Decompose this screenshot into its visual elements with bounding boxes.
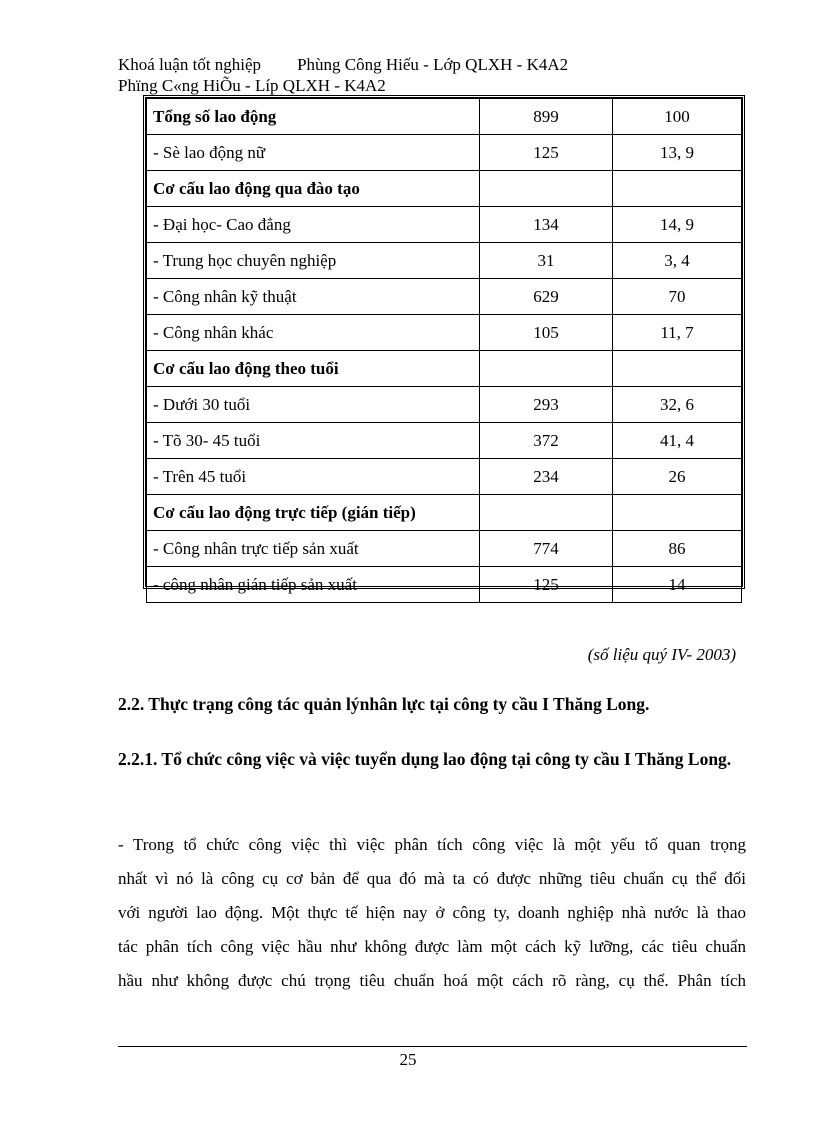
row-percent: 41, 4 xyxy=(613,423,742,459)
row-label: - Dưới 30 tuổi xyxy=(147,387,480,423)
row-count: 125 xyxy=(480,567,613,603)
row-percent: 26 xyxy=(613,459,742,495)
row-label: - Công nhân kỹ thuật xyxy=(147,279,480,315)
table-row xyxy=(147,531,742,567)
table-row xyxy=(147,279,742,315)
table-row xyxy=(147,423,742,459)
row-label: - Công nhân khác xyxy=(147,315,480,351)
row-count: 899 xyxy=(480,99,613,135)
paragraph-line: nhất vì nó là công cụ cơ bản để qua đó mà ta có được những tiêu chuẩn cụ thể đối xyxy=(118,869,746,888)
page-number: 25 xyxy=(399,1050,417,1069)
row-percent xyxy=(613,351,742,387)
row-count: 372 xyxy=(480,423,613,459)
table-row xyxy=(147,171,742,207)
row-percent: 13, 9 xyxy=(613,135,742,171)
row-label: - công nhân gián tiếp sản xuất xyxy=(147,567,480,603)
row-count xyxy=(480,495,613,531)
row-percent: 14, 9 xyxy=(613,207,742,243)
paragraph-line: hầu như không được chú trọng tiêu chuẩn hoá một cách rõ ràng, cụ thể. Phân tích xyxy=(118,971,746,990)
source-note: (số liệu quý IV- 2003) xyxy=(587,645,736,664)
table-row xyxy=(147,567,742,603)
row-percent xyxy=(613,495,742,531)
row-label: Cơ cấu lao động theo tuổi xyxy=(147,351,480,387)
table-row xyxy=(147,135,742,171)
row-percent: 70 xyxy=(613,279,742,315)
table-row xyxy=(147,387,742,423)
paragraph-line: tác phân tích công việc hầu như không được làm một cách kỹ lưỡng, các tiêu chuẩn xyxy=(118,937,746,956)
row-count: 105 xyxy=(480,315,613,351)
row-label: - Công nhân trực tiếp sản xuất xyxy=(147,531,480,567)
row-label: - Tõ 30- 45 tuổi xyxy=(147,423,480,459)
table-row xyxy=(147,495,742,531)
body-paragraph xyxy=(118,828,746,998)
row-label: - Đại học- Cao đẳng xyxy=(147,207,480,243)
running-header xyxy=(118,55,568,75)
running-header-garbled: Phïng C«ng HiÕu - Líp QLXH - K4A2 xyxy=(118,76,386,95)
section-heading-2-2: 2.2. Thực trạng công tác quản lýnhân lực tại công ty cầu I Thăng Long. xyxy=(118,694,650,714)
row-label: Tổng số lao động xyxy=(147,99,480,135)
row-count xyxy=(480,351,613,387)
header-thesis-label: Khoá luận tốt nghiệp xyxy=(118,55,262,74)
paragraph-line: với người lao động. Một thực tế hiện nay ở công ty, doanh nghiệp nhà nước là thao xyxy=(118,903,746,922)
row-count: 629 xyxy=(480,279,613,315)
table-row xyxy=(147,351,742,387)
row-count: 31 xyxy=(480,243,613,279)
row-count: 293 xyxy=(480,387,613,423)
row-label: Cơ cấu lao động trực tiếp (gián tiếp) xyxy=(147,495,480,531)
labor-structure-table xyxy=(143,95,745,594)
row-percent: 86 xyxy=(613,531,742,567)
row-count: 125 xyxy=(480,135,613,171)
row-count xyxy=(480,171,613,207)
section-heading-2-2-1: 2.2.1. Tổ chức công việc và việc tuyển dụng lao động tại công ty cầu I Thăng Long. xyxy=(118,749,732,769)
row-count: 774 xyxy=(480,531,613,567)
table-row xyxy=(147,459,742,495)
table-row xyxy=(147,315,742,351)
row-percent: 14 xyxy=(613,567,742,603)
footer-divider xyxy=(118,1046,747,1047)
row-count: 234 xyxy=(480,459,613,495)
row-percent: 32, 6 xyxy=(613,387,742,423)
table-row xyxy=(147,99,742,135)
table-row xyxy=(147,243,742,279)
row-percent: 3, 4 xyxy=(613,243,742,279)
row-count: 134 xyxy=(480,207,613,243)
paragraph-line: - Trong tổ chức công việc thì việc phân tích công việc là một yếu tố quan trọng xyxy=(118,835,746,854)
row-percent: 11, 7 xyxy=(613,315,742,351)
row-percent xyxy=(613,171,742,207)
row-label: - Trên 45 tuổi xyxy=(147,459,480,495)
row-label: Cơ cấu lao động qua đào tạo xyxy=(147,171,480,207)
row-label: - Sè lao động nữ xyxy=(147,135,480,171)
row-percent: 100 xyxy=(613,99,742,135)
row-label: - Trung học chuyên nghiệp xyxy=(147,243,480,279)
header-author: Phùng Công Hiếu - Lớp QLXH - K4A2 xyxy=(297,55,569,74)
table-row xyxy=(147,207,742,243)
